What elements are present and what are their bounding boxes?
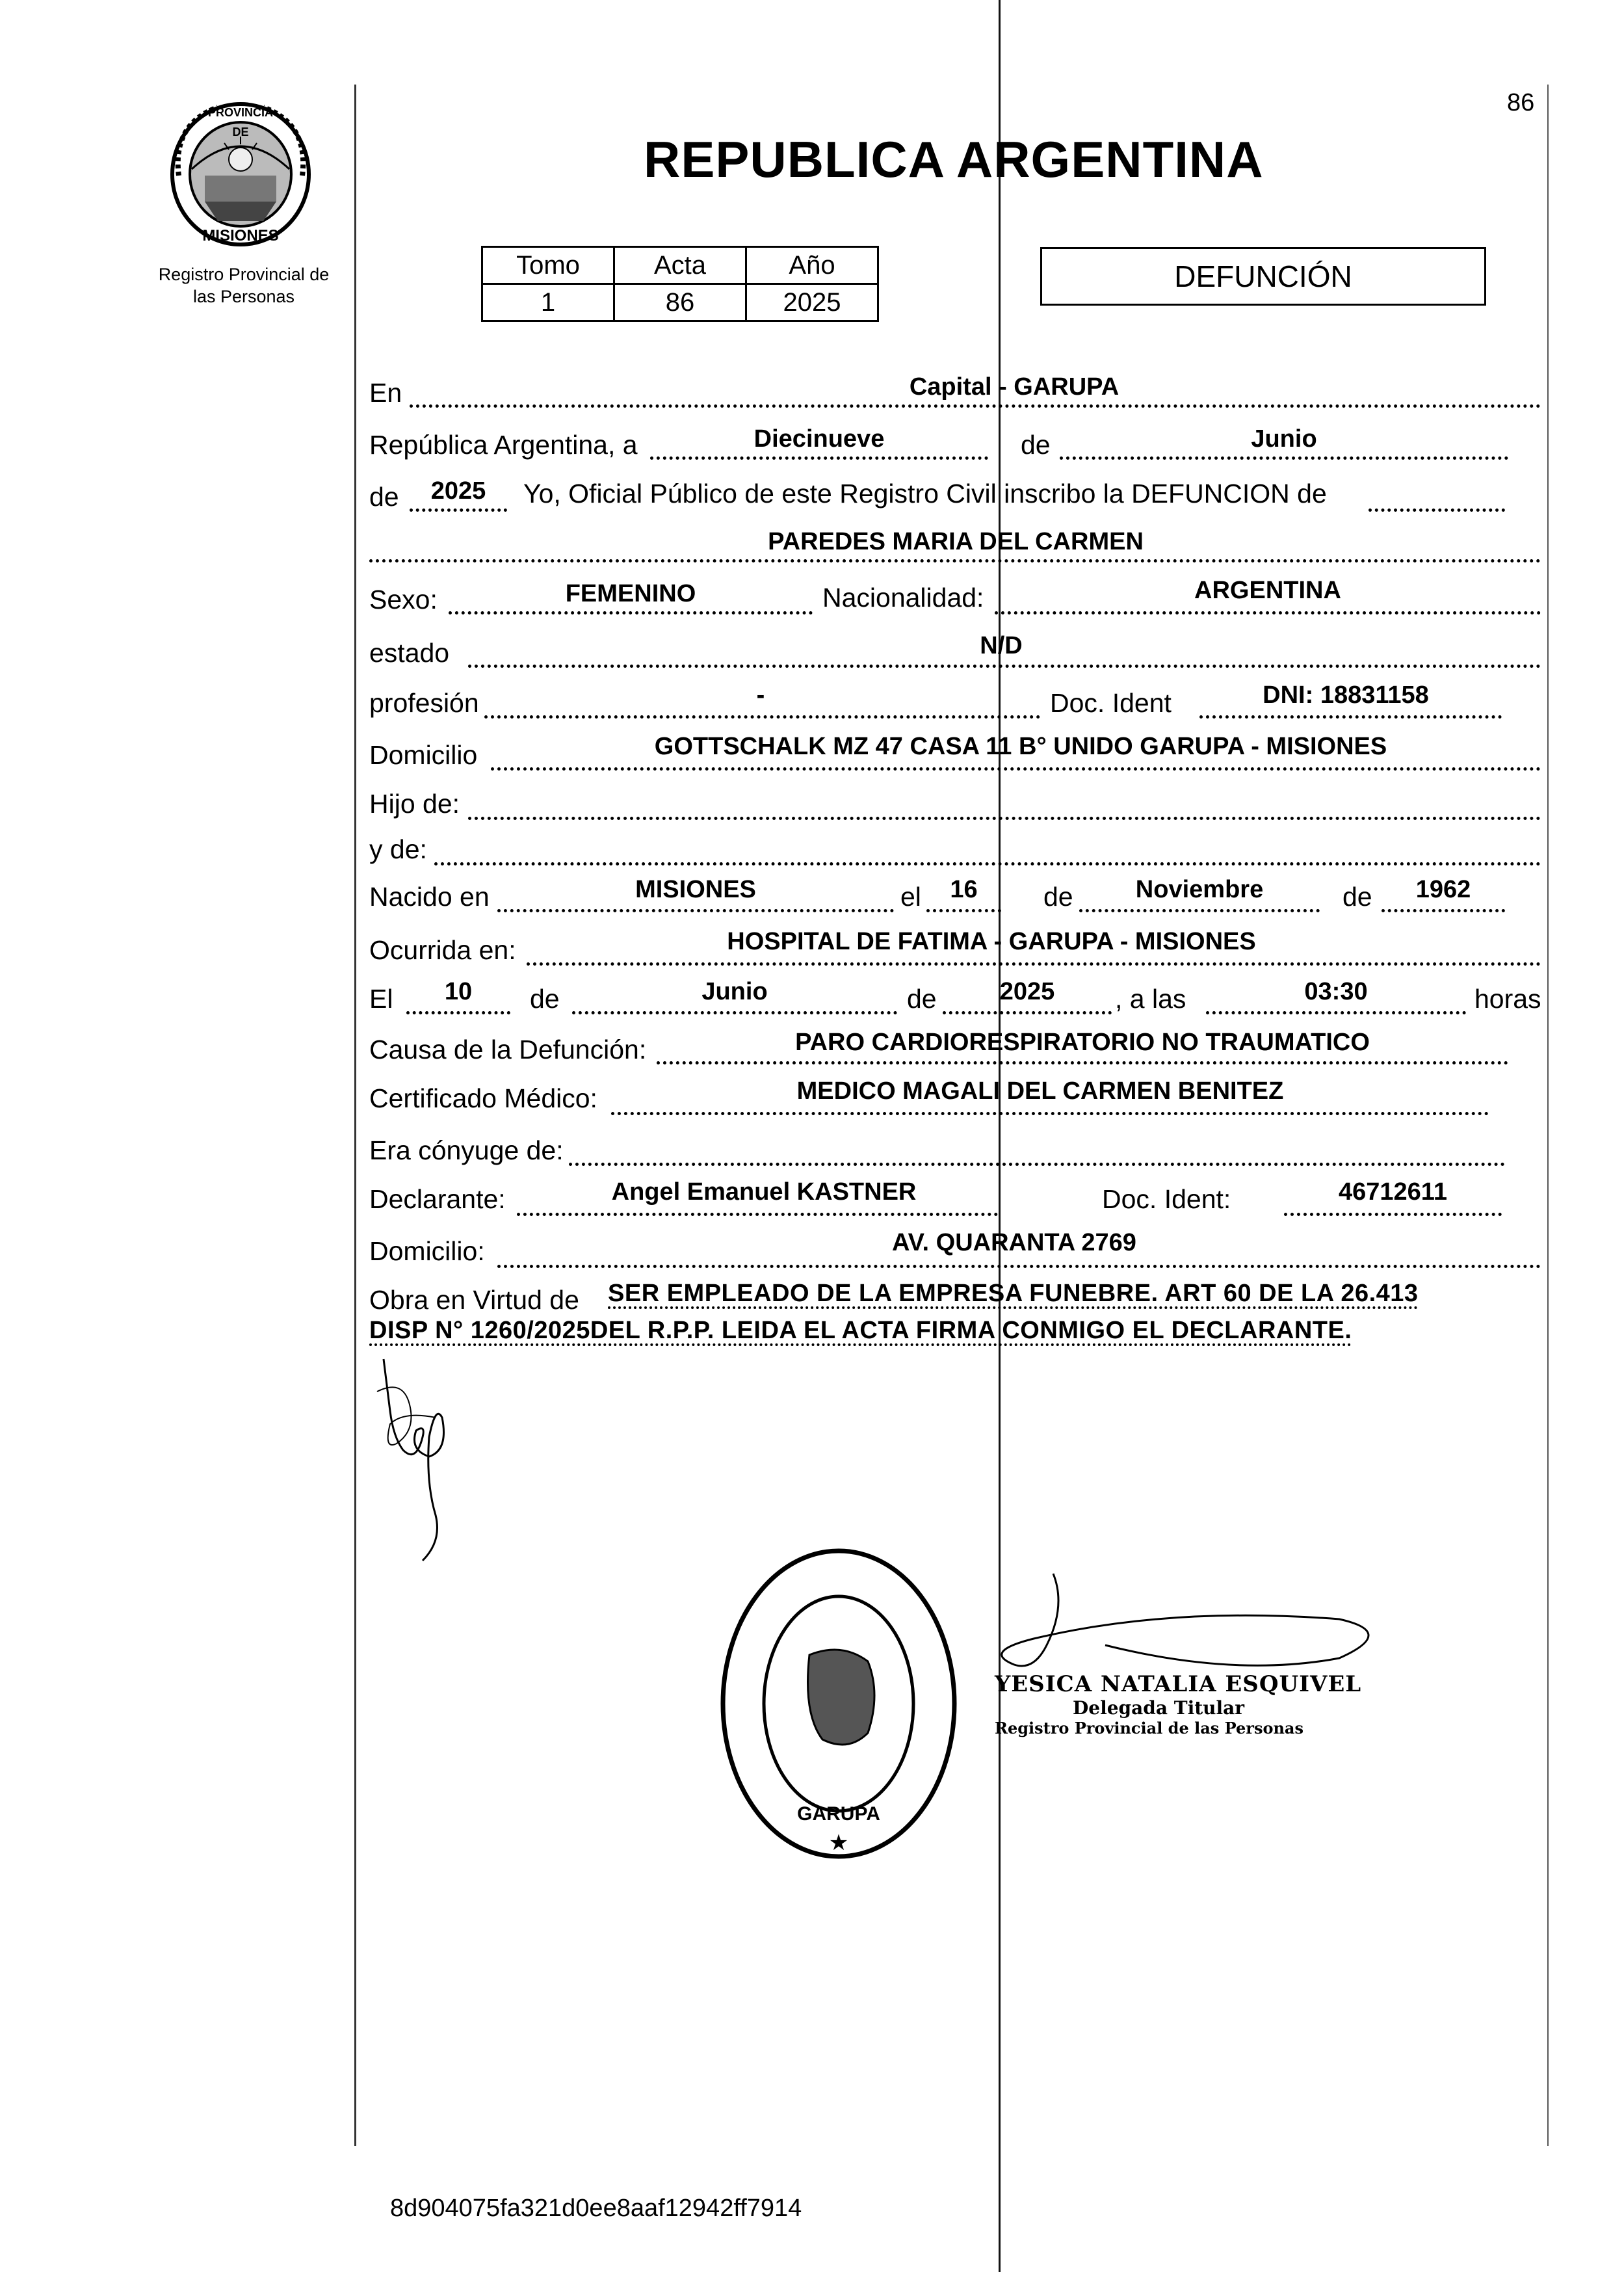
month-text: Junio: [1251, 425, 1317, 453]
profesion-value: -: [756, 681, 765, 709]
official-signature-icon: [975, 1567, 1391, 1678]
causa-label: Causa de la Defunción:: [369, 1035, 647, 1064]
record-header-tomo: Tomo: [482, 247, 614, 284]
nacionalidad-dots: [995, 611, 1541, 614]
month-dots: [1060, 456, 1508, 460]
domicilio-dots: [491, 767, 1541, 771]
obra-line-2: DISP N° 1260/2025DEL R.P.P. LEIDA EL ACTA FIRMA CONMIGO EL DECLARANTE.: [369, 1317, 1352, 1344]
en-label: En: [369, 378, 402, 408]
stamp-ring-bottom: GARUPA: [797, 1803, 880, 1825]
official-stamp: [718, 1544, 959, 1863]
birth-de1-label: de: [1043, 882, 1073, 912]
conyuge-label: Era cónyuge de:: [369, 1135, 564, 1165]
birth-de2-label: de: [1342, 882, 1372, 912]
year-value: 2025: [430, 477, 486, 505]
certificado-value: MEDICO MAGALI DEL CARMEN BENITEZ: [796, 1077, 1284, 1105]
death-de2-label: de: [907, 984, 937, 1014]
declarante-dots: [517, 1213, 998, 1216]
birth-el-label: el: [900, 882, 921, 912]
year-de-label: de: [369, 482, 399, 512]
decl-doc-dots: [1284, 1213, 1502, 1216]
deceased-name: PAREDES MARIA DEL CARMEN: [768, 528, 1144, 555]
month-de-label: de: [1021, 430, 1051, 460]
decl-doc-label: Doc. Ident:: [1102, 1184, 1231, 1214]
causa-value: PARO CARDIORESPIRATORIO NO TRAUMATICO: [795, 1029, 1370, 1056]
republica-label: República Argentina, a: [369, 430, 638, 460]
official-block: [995, 1671, 1385, 1737]
causa-dots: [657, 1061, 1508, 1064]
nacionalidad-label: Nacionalidad:: [822, 583, 984, 613]
horas-label: horas: [1474, 984, 1541, 1014]
nacido-dots: [497, 909, 894, 912]
misiones-seal: [166, 98, 315, 247]
declarant-signature-icon: [364, 1353, 475, 1567]
center-scan-line: [999, 0, 1001, 2272]
sexo-value: FEMENINO: [565, 580, 696, 607]
registry-line-1: Registro Provincial de: [158, 265, 330, 284]
death-year: 2025: [999, 978, 1055, 1005]
record-table-header-row: [482, 247, 878, 284]
declarante-label: Declarante:: [369, 1184, 506, 1214]
left-margin-line: [354, 85, 356, 2146]
conyuge-dots: [569, 1163, 1505, 1166]
nacionalidad-value: ARGENTINA: [1194, 577, 1341, 604]
registry-name: [140, 263, 348, 308]
estado-value: N/D: [980, 632, 1023, 659]
estado-label: estado: [369, 638, 450, 668]
death-time-dots: [1206, 1011, 1466, 1014]
yde-dots: [434, 862, 1541, 865]
death-month: Junio: [701, 978, 768, 1005]
birth-month: Noviembre: [1135, 876, 1264, 903]
birth-month-dots: [1079, 909, 1320, 912]
death-de1-label: de: [530, 984, 560, 1014]
certificado-dots: [611, 1112, 1489, 1115]
sexo-dots: [449, 611, 813, 614]
obra-label: Obra en Virtud de: [369, 1285, 579, 1315]
certificado-label: Certificado Médico:: [369, 1083, 597, 1113]
record-type-box: DEFUNCIÓN: [1040, 247, 1486, 306]
hijo-label: Hijo de:: [369, 789, 460, 819]
record-value-tomo: 1: [482, 284, 614, 321]
right-margin-line: [1547, 85, 1549, 2146]
official-name: YESICA NATALIA ESQUIVEL: [995, 1671, 1362, 1697]
sexo-label: Sexo:: [369, 585, 438, 614]
alas-label: , a las: [1115, 984, 1186, 1014]
document-hash: 8d904075fa321d0ee8aaf12942ff7914: [390, 2195, 802, 2222]
domicilio-label: Domicilio: [369, 740, 478, 770]
day-text: Diecinueve: [753, 425, 885, 453]
oficial-dots: [1369, 509, 1505, 512]
estado-dots: [468, 665, 1541, 668]
decl-doc-value: 46712611: [1339, 1178, 1447, 1206]
registry-line-2: las Personas: [192, 287, 295, 306]
nacido-value: MISIONES: [635, 876, 756, 903]
year-dots: [410, 509, 507, 512]
yde-label: y de:: [369, 834, 427, 864]
death-el-label: El: [369, 984, 393, 1014]
death-day: 10: [444, 978, 473, 1005]
ocurrida-dots: [527, 962, 1541, 966]
declarant-signature: [364, 1353, 475, 1567]
record-table-value-row: [482, 284, 878, 321]
stamp-star-icon: ★: [828, 1830, 849, 1856]
profesion-dots: [484, 715, 1040, 719]
nacido-label: Nacido en: [369, 882, 490, 912]
official-title: Delegada Titular: [1073, 1697, 1245, 1719]
page-title: REPUBLICA ARGENTINA: [644, 131, 1264, 188]
day-dots: [650, 456, 988, 460]
record-header-ano: Año: [746, 247, 878, 284]
birth-day-dots: [926, 909, 1001, 912]
hijo-dots: [468, 817, 1541, 820]
record-header-acta: Acta: [614, 247, 746, 284]
en-dots: [410, 404, 1541, 408]
birth-year-dots: [1382, 909, 1505, 912]
death-year-dots: [943, 1011, 1112, 1014]
official-signature: [975, 1567, 1391, 1678]
record-table: [481, 246, 879, 322]
seal-top-text: PROVINCIA DE: [207, 106, 273, 139]
ocurrida-value: HOSPITAL DE FATIMA - GARUPA - MISIONES: [727, 928, 1256, 955]
decl-domicilio-value: AV. QUARANTA 2769: [892, 1229, 1136, 1256]
decl-domicilio-dots: [497, 1265, 1541, 1268]
doc-ident-value: DNI: 18831158: [1263, 681, 1429, 709]
name-dots: [369, 559, 1541, 562]
page-number: 86: [1507, 89, 1535, 116]
doc-ident-label: Doc. Ident: [1050, 688, 1172, 718]
ocurrida-label: Ocurrida en:: [369, 935, 516, 965]
domicilio-value: GOTTSCHALK MZ 47 CASA 11 B° UNIDO GARUPA - MISIONES: [654, 733, 1387, 760]
profesion-label: profesión: [369, 688, 479, 718]
birth-day: 16: [950, 876, 978, 903]
death-time: 03:30: [1304, 978, 1368, 1005]
record-value-acta: 86: [614, 284, 746, 321]
doc-ident-dots: [1199, 715, 1502, 719]
seal-bottom-text: MISIONES: [202, 227, 279, 244]
obra-line-1: SER EMPLEADO DE LA EMPRESA FUNEBRE. ART 60 DE LA 26.413: [608, 1280, 1419, 1307]
birth-year: 1962: [1415, 876, 1471, 903]
declarante-value: Angel Emanuel KASTNER: [611, 1178, 917, 1206]
official-org: Registro Provincial de las Personas: [995, 1719, 1303, 1737]
decl-domicilio-label: Domicilio:: [369, 1236, 485, 1266]
death-day-dots: [406, 1011, 510, 1014]
en-value: Capital - GARUPA: [909, 373, 1120, 401]
death-month-dots: [572, 1011, 897, 1014]
oficial-text: Yo, Oficial Público de este Registro Civil inscribo la DEFUNCION de: [523, 479, 1327, 509]
record-value-ano: 2025: [746, 284, 878, 321]
